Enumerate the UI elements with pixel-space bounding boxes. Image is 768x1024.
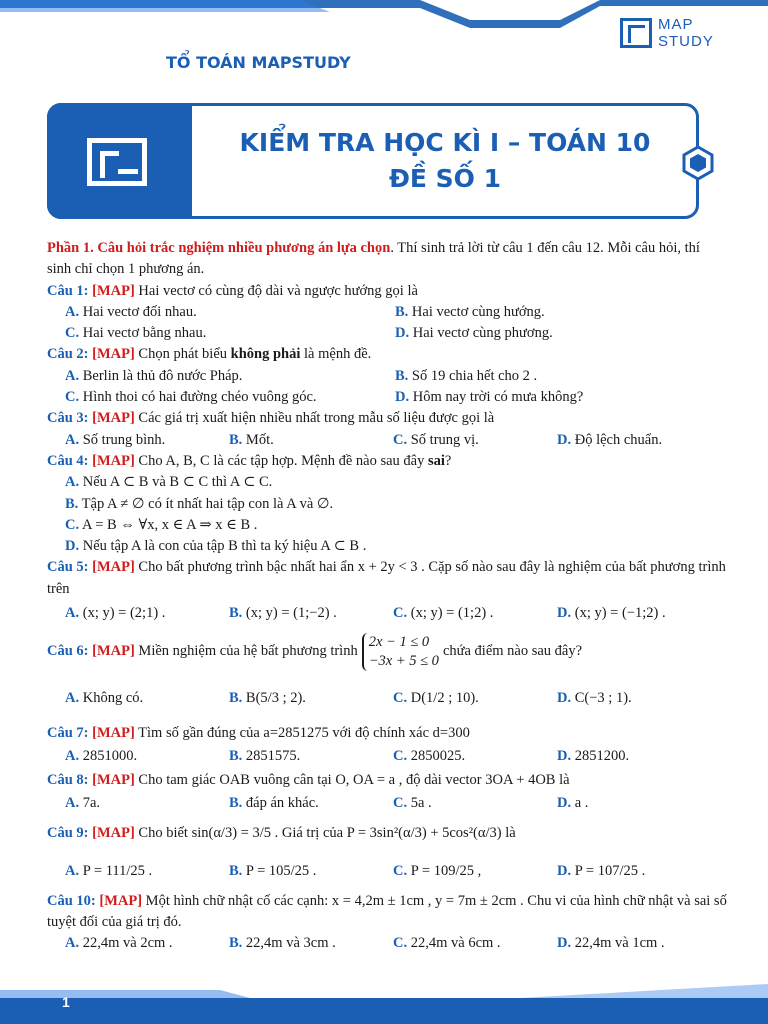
option-b — [395, 302, 725, 323]
letters-A: A. — [65, 935, 80, 952]
tag: [MAP] — [92, 725, 135, 742]
questions-q1-B: Hai vectơ cùng hướng. — [411, 303, 545, 320]
letters-B: B. — [229, 748, 243, 765]
letters-A: A. — [65, 303, 80, 320]
question-7 — [47, 720, 727, 746]
questions-q7-B: 2851575. — [245, 748, 301, 765]
question-5-options — [47, 600, 727, 626]
brand-logo — [620, 16, 740, 56]
option-b — [395, 366, 725, 387]
questions-q7-A: 2851000. — [82, 748, 138, 765]
questions-q1-C: Hai vectơ bằng nhau. — [82, 325, 207, 342]
question-1 — [47, 281, 727, 302]
questions-q1-A: Hai vectơ đối nhau. — [82, 303, 197, 320]
letters-A: A. — [65, 862, 80, 879]
letters-D: D. — [65, 538, 80, 555]
questions-q2-label: Câu 2: — [47, 346, 89, 363]
questions-q4-B: Tập A ≠ ∅ có ít nhất hai tập con là A và ∅. — [81, 495, 334, 512]
letters-B: B. — [395, 303, 409, 320]
question-7-options — [47, 746, 727, 767]
tag: [MAP] — [92, 452, 135, 469]
letters-A: A. — [65, 795, 80, 812]
option-c — [393, 933, 557, 954]
question-9-options — [47, 851, 727, 891]
mapstudy-logo-icon — [620, 18, 652, 48]
option-b — [229, 933, 393, 954]
questions-q3-A: Số trung bình. — [82, 431, 166, 448]
letters-C: C. — [393, 605, 408, 622]
questions-q6-text_pre: Miền nghiệm của hệ bất phương trình — [138, 643, 358, 660]
tag: [MAP] — [92, 410, 135, 427]
question-1-options — [47, 323, 727, 344]
option-a — [65, 430, 229, 451]
question-2-options — [47, 366, 727, 387]
option-a — [65, 302, 395, 323]
question-8-options — [47, 793, 727, 814]
team-name: TỔ TOÁN MAPSTUDY — [166, 53, 351, 72]
questions-q6-sys1: 2x − 1 ≤ 0 — [368, 633, 430, 650]
question-4 — [47, 451, 727, 472]
question-10 — [47, 891, 727, 934]
questions-q10-B: 22,4m và 3cm . — [245, 935, 336, 952]
questions-q3-text: Các giá trị xuất hiện nhiều nhất trong mẫu số liệu được gọi là — [138, 410, 495, 427]
questions-q6-sys2: −3x + 5 ≤ 0 — [368, 652, 439, 669]
question-6-options — [47, 676, 727, 720]
questions-q9-A: P = 111/25 . — [82, 862, 153, 879]
part-heading — [47, 238, 727, 281]
question-2-options — [47, 387, 727, 408]
questions-q8-label: Câu 8: — [47, 772, 89, 789]
question-9 — [47, 815, 727, 851]
option-b — [229, 851, 393, 891]
question-5 — [47, 557, 727, 600]
letters-C: C. — [393, 795, 408, 812]
questions-q5-text: Cho bất phương trình bậc nhất hai ẩn x + 2y < 3 . Cặp số nào sau đây là nghiệm của bất phương trình trên — [47, 559, 726, 597]
letters-B: B. — [229, 431, 243, 448]
option-d — [47, 536, 727, 557]
questions-q2-text_post: là mệnh đề. — [300, 346, 372, 363]
questions-q5-label: Câu 5: — [47, 559, 89, 576]
letters-D: D. — [557, 431, 572, 448]
option-c — [393, 430, 557, 451]
option-b — [229, 676, 393, 720]
questions-q4-label: Câu 4: — [47, 452, 89, 469]
brand-line1: MAP — [658, 16, 694, 33]
questions-q6-label: Câu 6: — [47, 643, 89, 660]
tag: [MAP] — [92, 643, 135, 660]
questions-q2-D: Hôm nay trời có mưa không? — [412, 389, 584, 406]
questions-q10-label: Câu 10: — [47, 892, 96, 909]
question-3-options — [47, 430, 727, 451]
questions-q4-text_post: ? — [444, 452, 452, 469]
letters-C: C. — [65, 325, 80, 342]
option-c — [393, 746, 557, 767]
exam-subtitle: ĐỀ SỐ 1 — [388, 164, 502, 193]
part-instructions: . Thí sinh trả lời từ câu 1 đến câu 12. Mỗi câu hỏi, thí sinh chỉ chọn 1 phương án. — [47, 240, 700, 278]
inequality-system — [362, 633, 439, 671]
option-d — [395, 323, 725, 344]
option-b — [229, 793, 393, 814]
option-d — [557, 746, 721, 767]
option-a — [65, 366, 395, 387]
letters-C: C. — [393, 748, 408, 765]
title-banner — [47, 103, 699, 219]
questions-q2-text_bold: không phải — [230, 346, 301, 363]
tag: [MAP] — [99, 892, 143, 909]
option-a — [65, 933, 229, 954]
questions-q6-C: D(1/2 ; 10). — [410, 690, 479, 707]
letters-A: A. — [65, 748, 80, 765]
questions-q10-A: 22,4m và 2cm . — [82, 935, 173, 952]
questions-q3-C: Số trung vị. — [410, 431, 479, 448]
letters-B: B. — [65, 495, 79, 512]
questions-q7-D: 2851200. — [574, 748, 630, 765]
option-d — [557, 933, 721, 954]
letters-C: C. — [393, 862, 408, 879]
questions-q9-B: P = 105/25 . — [245, 862, 317, 879]
option-a — [65, 851, 229, 891]
questions-q2-B: Số 19 chia hết cho 2 . — [411, 367, 538, 384]
questions-q8-B: đáp án khác. — [245, 795, 319, 812]
tag: [MAP] — [92, 824, 135, 841]
questions-q9-label: Câu 9: — [47, 824, 89, 841]
option-d — [557, 676, 721, 720]
questions-q9-D: P = 107/25 . — [574, 862, 646, 879]
questions-q6-B: B(5/3 ; 2). — [245, 690, 306, 707]
option-b — [229, 430, 393, 451]
option-c — [47, 515, 727, 536]
questions-q5-A: (x; y) = (2;1) . — [82, 605, 166, 622]
letters-C: C. — [393, 935, 408, 952]
letters-D: D. — [395, 389, 410, 406]
letters-D: D. — [557, 935, 572, 952]
questions-q8-text: Cho tam giác OAB vuông cân tại O, OA = a , độ dài vector 3OA + 4OB là — [138, 772, 570, 789]
questions-q2-A: Berlin là thủ đô nước Pháp. — [82, 367, 243, 384]
letters-D: D. — [557, 748, 572, 765]
hexagon-icon — [680, 145, 716, 181]
questions-q2-C: Hình thoi có hai đường chéo vuông góc. — [82, 389, 317, 406]
tag: [MAP] — [92, 772, 135, 789]
exam-body — [47, 238, 727, 955]
option-c — [65, 387, 395, 408]
mapstudy-logo-icon — [87, 138, 147, 186]
questions-q4-C: A = B ⇔ ∀x, x ∈ A ⇒ x ∈ B . — [81, 516, 258, 533]
questions-q10-D: 22,4m và 1cm . — [574, 935, 665, 952]
questions-q4-D: Nếu tập A là con của tập B thì ta ký hiệu A ⊂ B . — [82, 538, 367, 555]
question-3 — [47, 408, 727, 429]
letters-C: C. — [393, 431, 408, 448]
questions-q7-label: Câu 7: — [47, 725, 89, 742]
letters-C: C. — [65, 516, 80, 533]
letters-D: D. — [557, 690, 572, 707]
option-c — [393, 793, 557, 814]
letters-D: D. — [557, 605, 572, 622]
option-c — [393, 676, 557, 720]
banner-logo-panel — [47, 103, 192, 219]
option-d — [557, 793, 721, 814]
questions-q6-D: C(−3 ; 1). — [574, 690, 632, 707]
questions-q10-text: Một hình chữ nhật cố các cạnh: x = 4,2m ± 1cm , y = 7m ± 2cm . Chu vi của hình chữ nhật và sai số tuyệt đối của giá trị đó. — [47, 892, 727, 930]
letters-B: B. — [229, 862, 243, 879]
option-a — [65, 600, 229, 626]
option-b — [229, 600, 393, 626]
questions-q5-B: (x; y) = (1;−2) . — [245, 605, 337, 622]
question-10-options — [47, 933, 727, 954]
questions-q8-D: a . — [574, 795, 589, 812]
letters-A: A. — [65, 474, 80, 491]
questions-q8-C: 5a . — [410, 795, 432, 812]
option-d — [557, 600, 721, 626]
questions-q2-text_pre: Chọn phát biểu — [138, 346, 231, 363]
option-d — [557, 851, 721, 891]
questions-q9-C: P = 109/25 , — [410, 862, 482, 879]
question-1-options — [47, 302, 727, 323]
questions-q1-D: Hai vectơ cùng phương. — [412, 325, 553, 342]
question-8 — [47, 767, 727, 793]
questions-q5-C: (x; y) = (1;2) . — [410, 605, 494, 622]
letters-A: A. — [65, 690, 80, 707]
letters-D: D. — [557, 862, 572, 879]
option-c — [393, 600, 557, 626]
questions-q3-D: Độ lệch chuẩn. — [574, 431, 663, 448]
brand-text — [658, 16, 714, 50]
part-heading: Phần 1. Câu hỏi trắc nghiệm nhiều phương án lựa chọn — [47, 240, 391, 256]
questions-q3-B: Mốt. — [245, 431, 274, 448]
questions-q6-text_post: chứa điểm nào sau đây? — [442, 643, 583, 660]
questions-q6-A: Không có. — [82, 690, 144, 707]
option-c — [393, 851, 557, 891]
footer-decoration — [0, 984, 768, 1024]
tag: [MAP] — [92, 346, 135, 363]
letters-B: B. — [229, 935, 243, 952]
letters-A: A. — [65, 431, 80, 448]
page-number: 1 — [62, 994, 70, 1010]
option-a — [47, 472, 727, 493]
letters-A: A. — [65, 605, 80, 622]
letters-B: B. — [395, 367, 409, 384]
questions-q8-A: 7a. — [82, 795, 101, 812]
letters-C: C. — [393, 690, 408, 707]
option-a — [65, 793, 229, 814]
letters-B: B. — [229, 605, 243, 622]
questions-q5-D: (x; y) = (−1;2) . — [574, 605, 666, 622]
option-b — [47, 494, 727, 515]
question-2 — [47, 344, 727, 365]
letters-B: B. — [229, 690, 243, 707]
option-a — [65, 746, 229, 767]
questions-q4-text_pre: Cho A, B, C là các tập hợp. Mệnh đề nào sau đây — [138, 452, 428, 469]
questions-q10-C: 22,4m và 6cm . — [410, 935, 501, 952]
option-d — [395, 387, 725, 408]
letters-D: D. — [395, 325, 410, 342]
option-d — [557, 430, 721, 451]
letters-A: A. — [65, 367, 80, 384]
option-a — [65, 676, 229, 720]
questions-q3-label: Câu 3: — [47, 410, 89, 427]
option-b — [229, 746, 393, 767]
questions-q4-text_bold: sai — [427, 452, 445, 469]
letters-C: C. — [65, 389, 80, 406]
questions-q7-text: Tìm số gần đúng của a=2851275 với độ chính xác d=300 — [138, 725, 470, 742]
questions-q7-C: 2850025. — [410, 748, 466, 765]
tag: [MAP] — [92, 559, 135, 576]
questions-q1-text: Hai vectơ có cùng độ dài và ngược hướng gọi là — [138, 282, 418, 299]
questions-q9-text: Cho biết sin(α/3) = 3/5 . Giá trị của P = 3sin²(α/3) + 5cos²(α/3) là — [138, 824, 516, 841]
option-c — [65, 323, 395, 344]
question-6 — [47, 626, 727, 676]
brand-line2: STUDY — [658, 33, 714, 50]
questions-q1-label: Câu 1: — [47, 282, 89, 299]
questions-q4-A: Nếu A ⊂ B và B ⊂ C thì A ⊂ C. — [82, 474, 273, 491]
letters-B: B. — [229, 795, 243, 812]
tag: [MAP] — [92, 282, 135, 299]
exam-title: KIỂM TRA HỌC KÌ I – TOÁN 10 — [239, 128, 651, 157]
letters-D: D. — [557, 795, 572, 812]
